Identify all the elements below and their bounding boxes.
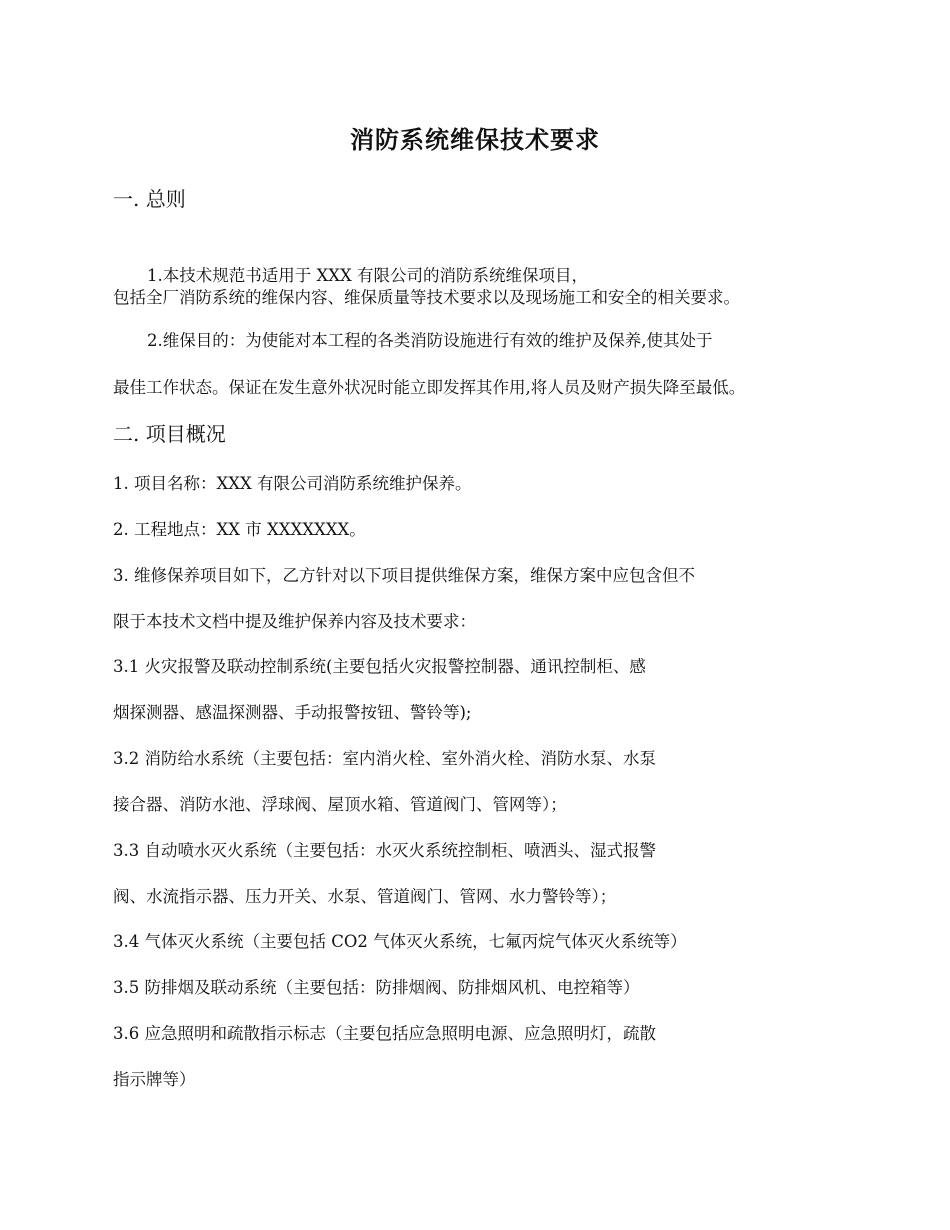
list-item: 3.4 气体灭火系统（主要包括 CO2 气体灭火系统，七氟丙烷气体灭火系统等）	[113, 932, 687, 951]
paragraph-line: 1.本技术规范书适用于 XXX 有限公司的消防系统维保项目，	[147, 266, 588, 285]
section-heading-general: 一. 总则	[113, 187, 186, 211]
list-item: 限于本技术文档中提及维护保养内容及技术要求：	[113, 612, 476, 631]
list-item: 3.6 应急照明和疏散指示标志（主要包括应急照明电源、应急照明灯，疏散	[113, 1024, 656, 1043]
list-item: 3.2 消防给水系统（主要包括：室内消火栓、室外消火栓、消防水泵、水泵	[113, 749, 656, 768]
list-item: 阀、水流指示器、压力开关、水泵、管道阀门、管网、水力警铃等）；	[113, 887, 617, 906]
list-item: 1. 项目名称：XXX 有限公司消防系统维护保养。	[113, 474, 472, 493]
list-item: 3.5 防排烟及联动系统（主要包括：防排烟阀、防排烟风机、电控箱等）	[113, 978, 640, 997]
list-item: 3. 维修保养项目如下，乙方针对以下项目提供维保方案，维保方案中应包含但不	[113, 566, 695, 585]
paragraph-line: 包括全厂消防系统的维保内容、维保质量等技术要求以及现场施工和安全的相关要求。	[113, 288, 740, 307]
paragraph-line: 2.维保目的：为使能对本工程的各类消防设施进行有效的维护及保养,使其处于	[147, 331, 713, 350]
list-item: 指示牌等）	[113, 1070, 196, 1089]
section-heading-overview: 二. 项目概况	[113, 422, 226, 446]
list-item: 3.1 火灾报警及联动控制系统(主要包括火灾报警控制器、通讯控制柜、感	[113, 657, 646, 676]
list-item: 2. 工程地点：XX 市 XXXXXXX。	[113, 520, 366, 539]
list-item: 3.3 自动喷水灭火系统（主要包括：水灭火系统控制柜、喷洒头、湿式报警	[113, 841, 656, 860]
document-title: 消防系统维保技术要求	[350, 126, 600, 154]
list-item: 烟探测器、感温探测器、手动报警按钮、警铃等);	[113, 703, 472, 722]
list-item: 接合器、消防水池、浮球阀、屋顶水箱、管道阀门、管网等）；	[113, 795, 567, 814]
paragraph-line: 最佳工作状态。保证在发生意外状况时能立即发挥其作用,将人员及财产损失降至最低。	[113, 378, 746, 397]
